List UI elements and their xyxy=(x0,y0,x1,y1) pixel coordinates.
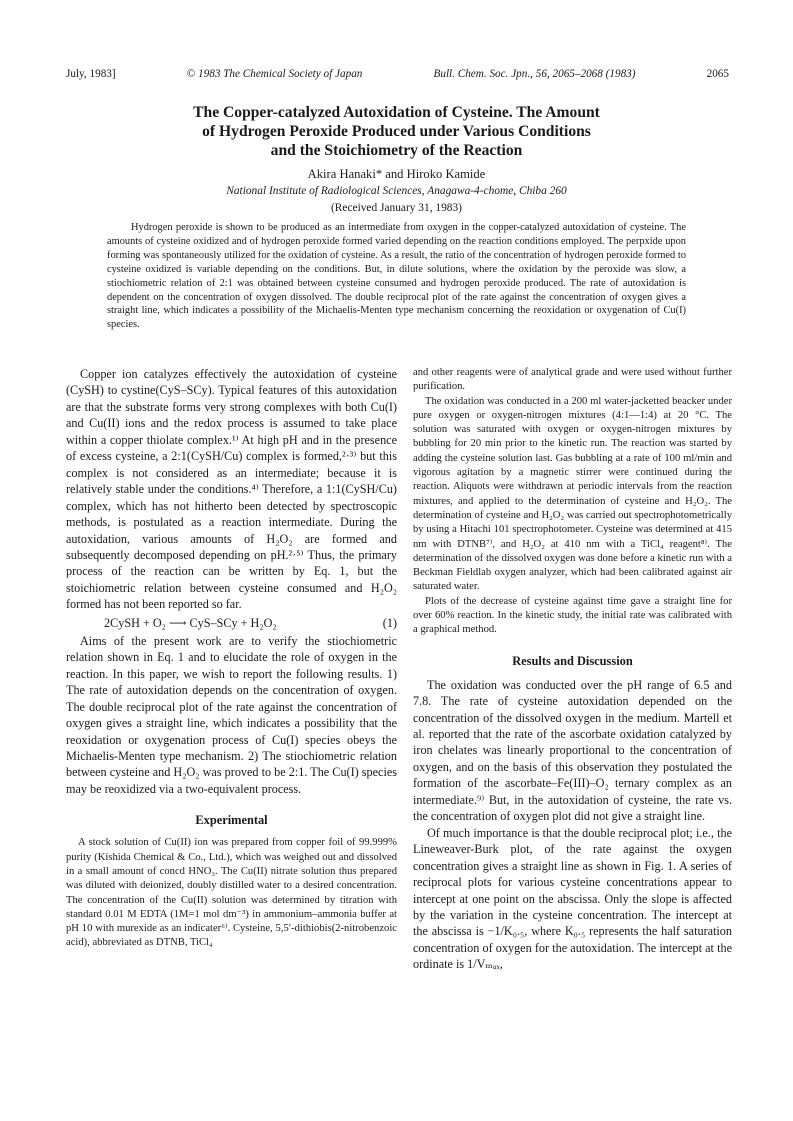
left-column xyxy=(66,366,397,951)
experimental-paragraph-1-cont: and other reagents were of analytical grade and were used without further purification. xyxy=(413,367,732,393)
experimental-paragraph-3: Plots of the decrease of cysteine against time gave a straight line for over 60% reaction. In the kinetic study, the initial rate was calibrated with a graphical method. xyxy=(413,595,732,636)
page-number: 2065 xyxy=(706,68,729,80)
article-title xyxy=(120,103,673,160)
running-header xyxy=(66,68,729,84)
right-column xyxy=(413,366,732,973)
section-heading-results: Results and Discussion xyxy=(512,653,633,668)
title-line-3: and the Stoichiometry of the Reaction xyxy=(270,142,523,159)
intro-paragraph-1: Copper ion catalyzes effectively the autoxidation of cysteine (CySH) to cystine(CyS–SCy). Typical features of this autoxidation are that the substrate forms very strong complexes with both Cu(I) and Cu(II) ions and the redox process is assumed to take place within a copper thiolate complex.¹⁾ At high pH and in the presence of excess cysteine, a 2:1(CySH/Cu) complex is formed,²·³⁾ but this complex is not considered as an intermediate; because it is relatively stable under the conditions.⁴⁾ Therefore, a 1:1(CySH/Cu) complex, which has not hitherto been detected by spectroscopic methods, is postulated as a reaction intermediate. During the autoxidation, various amounts of H₂O₂ are formed and subsequently decomposed depending on pH.²·⁵⁾ Thus, the primary process of the reaction can be written by Eq. 1, but the stoichiometric relation between cysteine consumed and H₂O₂ formed has not been reported so far. xyxy=(66,367,397,612)
experimental-paragraph-2: The oxidation was conducted in a 200 ml water-jacketted beacker under pure oxygen or oxygen-nitrogen mixtures (4:1—1:4) at 20 °C. The solution was saturated with oxygen or oxygen-nitrogen mixtures by bubbling for 20 min prior to the kinetic run. The reaction was started by adding the cysteine solution last. Gas bubbling at a rate of 100 ml/min and vigorous agitation by a magnetic stirrer were continued during the reaction. Aliquots were withdrawn at periodic intervals from the reaction mixtures, and applied to the determination of cysteine and H₂O₂. The determination of cysteine and H₂O₂ was carried out spectrophotometrically by using a Hitachi 101 spectrophotometer. Cysteine was determined at 415 nm with DTNB⁷⁾, and H₂O₂ at 410 nm with a TiCl₄ reagent⁸⁾. The determination of the dissolved oxygen was done before a kinetic run with a Beckman Fieldlab oxygen analyzer, which had been calibrated against air saturated water. xyxy=(413,395,732,593)
title-line-1: The Copper-catalyzed Autoxidation of Cysteine. The Amount xyxy=(193,104,600,121)
copyright-line xyxy=(187,68,363,80)
journal-citation: Bull. Chem. Soc. Jpn., 56, 2065–2068 (1983) xyxy=(433,68,636,80)
equation-1 xyxy=(66,614,397,632)
equation-body: 2CySH + O₂ ⟶ CyS–SCy + H₂O₂ xyxy=(104,615,277,630)
results-paragraph-2: Of much importance is that the double reciprocal plot; i.e., the Lineweaver-Burk plot, of the rate against the oxygen concentration gives a straight line as shown in Fig. 1. A series of reciprocal plots for various cysteine concentrations appear to intercept at one point on the abscissa. Only the slope is affected by the variation in the cysteine concentration. The intercept at the abscissa is −1/K₀.₅, where K₀.₅ represents the half saturation concentration of oxygen for the autoxidation. The intercept at the ordinate is 1/Vₘₐₓ, xyxy=(413,825,732,972)
affiliation: National Institute of Radiological Sciences, Anagawa-4-chome, Chiba 260 xyxy=(226,185,567,197)
authors: Akira Hanaki* and Hiroko Kamide xyxy=(307,167,486,181)
abstract: Hydrogen peroxide is shown to be produced as an intermediate from oxygen in the copper-catalyzed autoxidation of cysteine. The amounts of cysteine oxidized and of hydrogen peroxide formed varied depending on the reaction conditions employed. The perpxide upon forming was spontaneously utilized for the oxidation of cysteine. As a result, the ratio of the concentration of hydrogen peroxide formed to cysteine oxidized is variable depending on the conditions. But, in dilute solutions, where the oxidation by the peroxide was slow, a stiochiometric relation of 2:1 was obtained between cysteine consumed and hydrogen peroxide produced. The rate of autoxidation is dependent on the concentration of oxygen dissolved. The double reciprocal plot of the rate against the concentration of oxygen gives a straight line, which indicates a possibility of the Michaelis-Menten type mechanism concerning the reoxidation or oxygenation of Cu(I) species. xyxy=(107,222,686,331)
equation-number: (1) xyxy=(382,615,397,630)
section-heading-experimental: Experimental xyxy=(195,813,268,828)
copyright-text: 1983 The Chemical Society of Japan xyxy=(198,68,363,80)
issue-date: July, 1983] xyxy=(66,68,116,80)
intro-paragraph-2: Aims of the present work are to verify the stiochiometric relation shown in Eq. 1 and to elucidate the role of oxygen in the reaction. In this paper, we wish to report the following results. 1) The rate of autoxidation depends on the concentration of oxygen. The double reciprocal plot of the rate against the concentration of oxygen gives a straight line, which indicates a possibility that the reoxidation or oxygenation process of Cu(I) species obeys the Michaelis-Menten type mechanism. 2) The stiochiometric relation between cysteine and H₂O₂ was proved to be 2:1. The Cu(I) species may be reoxidized via a two-equivalent process. xyxy=(66,633,397,796)
received-date: (Received January 31, 1983) xyxy=(331,202,462,214)
experimental-paragraph-1: A stock solution of Cu(II) ion was prepared from copper foil of 99.999% purity (Kishida Chemical & Co., Ltd.), which was weighed out and dissolved in a small amount of concd HNO₃. The Cu(II) nitrate solution thus prepared was diluted with deionized, doubly distilled water to a desired concentration. The concentration of the Cu(II) solution was determined by titration with standard 0.01 M EDTA (1M=1 mol dm⁻³) in ammonium–ammonia buffer at pH 10 with murexide as an indicater⁶⁾. Cysteine, 5,5′-dithiobis(2-nitrobenzoic acid), abbreviated as DTNB, TiCl₄ xyxy=(66,837,397,949)
title-line-2: of Hydrogen Peroxide Produced under Various Conditions xyxy=(202,123,591,140)
results-paragraph-1: The oxidation was conducted over the pH range of 6.5 and 7.8. The rate of cysteine autoxidation depended on the concentration of the dissolved oxygen in the medium. Martell et al. reported that the rate of the ascorbate oxidation catalyzed by iron chelates was linearly proportional to the concentration of oxygen, and on the basis of this observation they postulated the formation of the ascorbate–Fe(III)–O₂ ternary complex as an intermediate.⁹⁾ But, in the autoxidation of cysteine, the rate vs. the concentration of oxygen plot did not give a straight line. xyxy=(413,677,732,824)
copyright-symbol: © xyxy=(186,68,196,80)
